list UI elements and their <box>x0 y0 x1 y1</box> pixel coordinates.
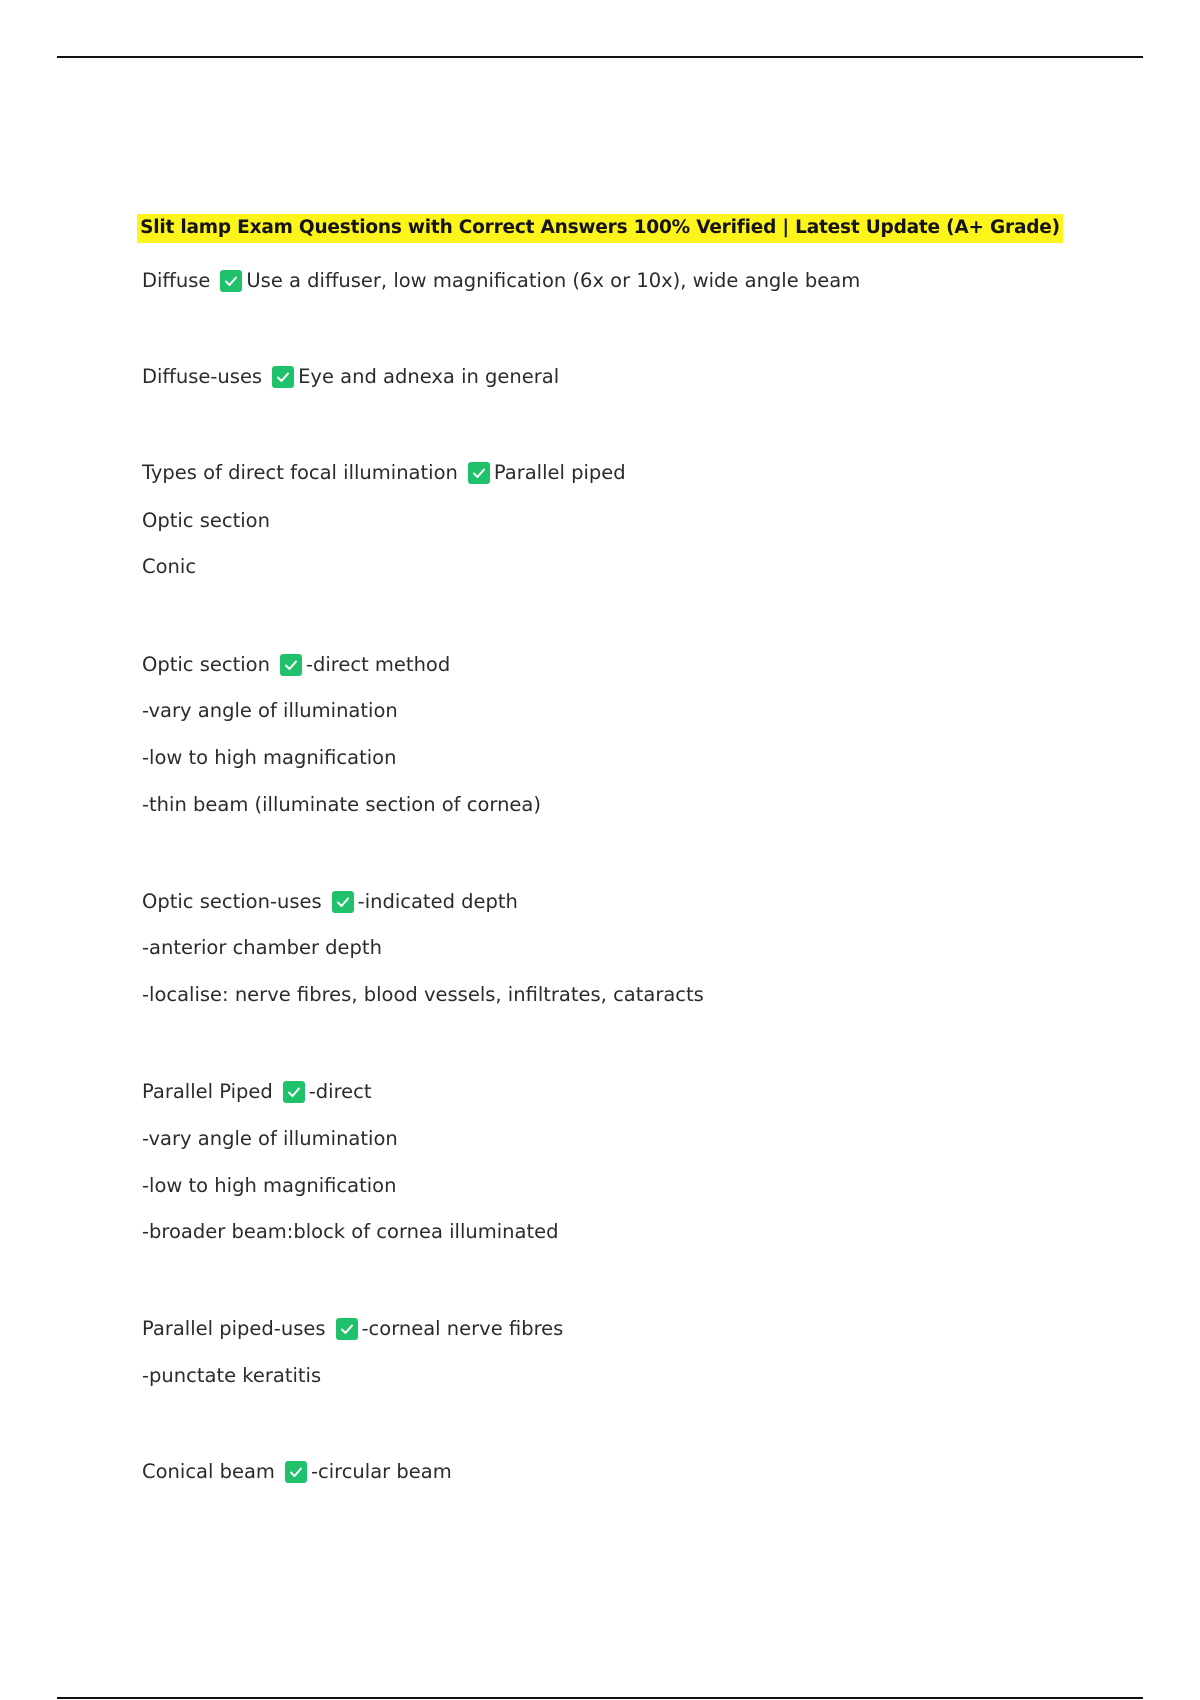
answer-text: -direct method <box>305 653 451 676</box>
qa-item-parallel-piped <box>142 1079 372 1105</box>
check-mark-icon <box>468 462 490 484</box>
answer-continuation: Conic <box>142 555 197 578</box>
answer-continuation: -anterior chamber depth <box>142 936 382 959</box>
answer-continuation: -localise: nerve fibres, blood vessels, infiltrates, cataracts <box>142 983 704 1006</box>
answer-continuation: -low to high magnification <box>142 746 397 769</box>
answer-text: -circular beam <box>310 1460 452 1483</box>
answer-text: -direct <box>308 1080 372 1103</box>
answer-continuation: -low to high magnification <box>142 1174 397 1197</box>
check-mark-icon <box>332 891 354 913</box>
answer-continuation: -vary angle of illumination <box>142 699 398 722</box>
footer-rule <box>57 1697 1143 1699</box>
question-term: Parallel Piped <box>142 1080 273 1103</box>
answer-text: Use a diffuser, low magnification (6x or 10x), wide angle beam <box>246 269 861 292</box>
title-container <box>0 214 1200 243</box>
answer-continuation: -punctate keratitis <box>142 1364 322 1387</box>
answer-continuation: -vary angle of illumination <box>142 1127 398 1150</box>
qa-item-diffuse <box>142 268 860 294</box>
question-term: Parallel piped-uses <box>142 1317 326 1340</box>
header-rule <box>57 56 1143 58</box>
check-mark-icon <box>283 1081 305 1103</box>
qa-item-types-of-direct-focal-illumination <box>142 460 626 486</box>
qa-item-conical-beam <box>142 1459 452 1485</box>
check-mark-icon <box>280 654 302 676</box>
answer-continuation: Optic section <box>142 509 270 532</box>
question-term: Diffuse <box>142 269 211 292</box>
qa-item-diffuse-uses <box>142 364 559 390</box>
qa-item-optic-section <box>142 652 450 678</box>
question-term: Types of direct focal illumination <box>142 461 458 484</box>
answer-continuation: -broader beam:block of cornea illuminated <box>142 1220 559 1243</box>
question-term: Diffuse-uses <box>142 365 263 388</box>
qa-item-parallel-piped-uses <box>142 1316 563 1342</box>
question-term: Conical beam <box>142 1460 275 1483</box>
check-mark-icon <box>220 270 242 292</box>
answer-text: -corneal nerve fibres <box>361 1317 564 1340</box>
check-mark-icon <box>336 1318 358 1340</box>
answer-text: -indicated depth <box>357 890 518 913</box>
question-term: Optic section <box>142 653 270 676</box>
check-mark-icon <box>272 366 294 388</box>
answer-text: Parallel piped <box>493 461 626 484</box>
qa-item-optic-section-uses <box>142 889 518 915</box>
check-mark-icon <box>285 1461 307 1483</box>
answer-text: Eye and adnexa in general <box>298 365 560 388</box>
question-term: Optic section-uses <box>142 890 322 913</box>
document-title: Slit lamp Exam Questions with Correct Answers 100% Verified | Latest Update (A+ Grade) <box>137 214 1063 243</box>
answer-continuation: -thin beam (illuminate section of cornea) <box>142 793 541 816</box>
